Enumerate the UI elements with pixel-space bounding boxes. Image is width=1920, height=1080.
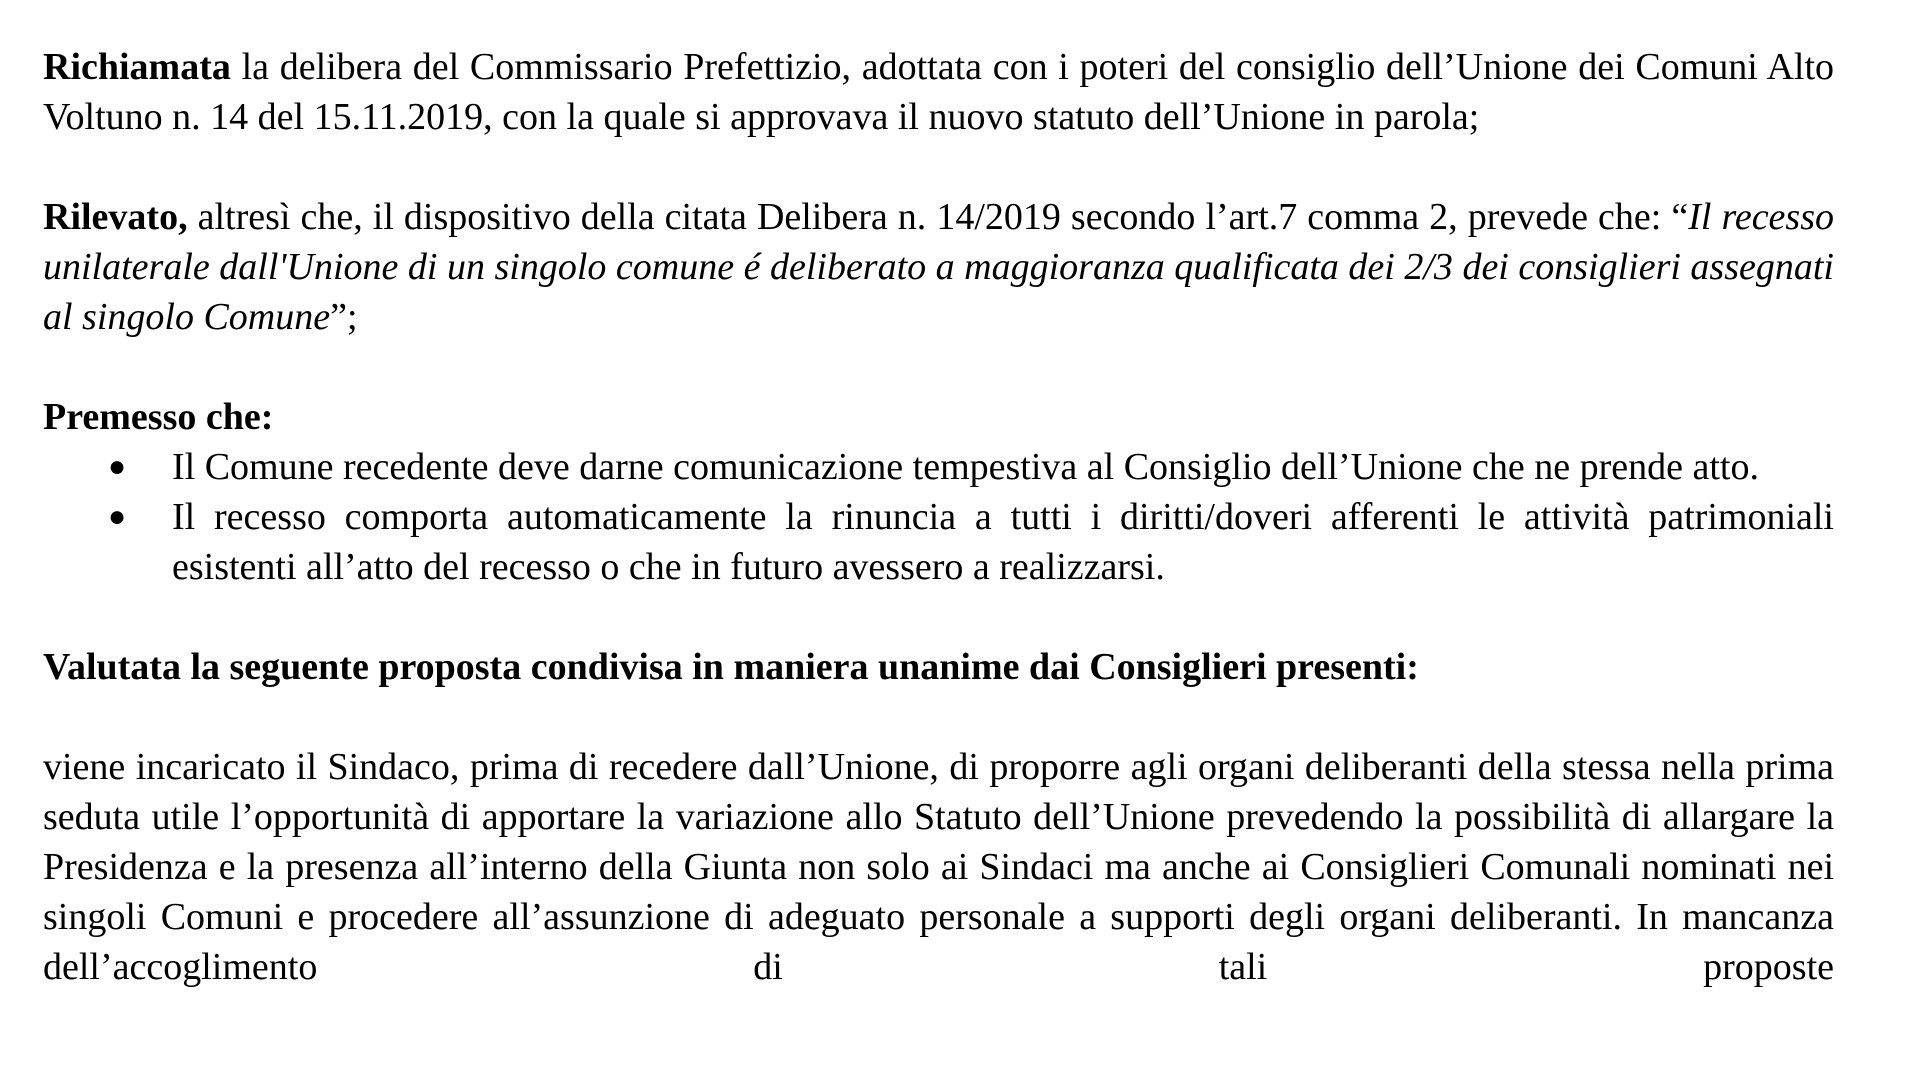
paragraph-text-end: ”; xyxy=(330,296,358,338)
paragraph-text: altresì che, il dispositivo della citata Delibera n. 14/2019 secondo l’art.7 comma 2, prevede che: “ xyxy=(187,196,1689,238)
paragraph-spacer xyxy=(43,692,1834,742)
bullet-icon: ● xyxy=(108,450,127,483)
bullet-icon: ● xyxy=(108,500,127,533)
paragraph-lead: Richiamata xyxy=(43,46,231,88)
paragraph-incarico: viene incaricato il Sindaco, prima di recedere dall’Unione, di proporre agli organi deliberanti della stessa nella prima seduta utile l’opportunità di apportare la variazione allo Statuto dell’Unione prevedendo la possibilità di allargare la Presidenza e la presenza all’interno della Giunta non solo ai Sindaci ma anche ai Consiglieri Comunali nominati nei singoli Comuni e procedere all’assunzione di adeguato personale a supporti degli organi deliberanti. In mancanza dell’accoglimento di tali proposte xyxy=(43,746,1834,988)
paragraph-text: la delibera del Commissario Prefettizio, adottata con i poteri del consiglio dell’Unione dei Comuni Alto Voltuno n. 14 del 15.11.2019, con la quale si approvava il nuovo statuto dell’Unione in parola; xyxy=(43,46,1834,138)
list-item xyxy=(43,442,1834,492)
list-item xyxy=(43,492,1834,592)
document-page xyxy=(43,42,1834,992)
paragraph-rilevato xyxy=(43,192,1834,342)
paragraph-spacer xyxy=(43,142,1834,192)
paragraph-spacer xyxy=(43,342,1834,392)
valutata-heading: Valutata la seguente proposta condivisa in maniera unanime dai Consiglieri presenti: xyxy=(43,646,1419,688)
statute-quote: Il recesso unilaterale dall'Unione di un singolo comune é deliberato a maggioranza qualificata dei 2/3 dei consiglieri assegnati al singolo Comune xyxy=(43,196,1835,338)
paragraph-lead: Rilevato, xyxy=(43,196,188,238)
paragraph-spacer xyxy=(43,592,1834,642)
paragraph-richiamata xyxy=(43,42,1834,142)
premesso-list xyxy=(43,442,1834,592)
premesso-heading: Premesso che: xyxy=(43,396,274,438)
list-item-text: Il recesso comporta automaticamente la rinuncia a tutti i diritti/doveri afferenti le attività patrimoniali esistenti all’atto del recesso o che in futuro avessero a realizzarsi. xyxy=(172,496,1834,588)
list-item-text: Il Comune recedente deve darne comunicazione tempestiva al Consiglio dell’Unione che ne prende atto. xyxy=(172,446,1759,488)
